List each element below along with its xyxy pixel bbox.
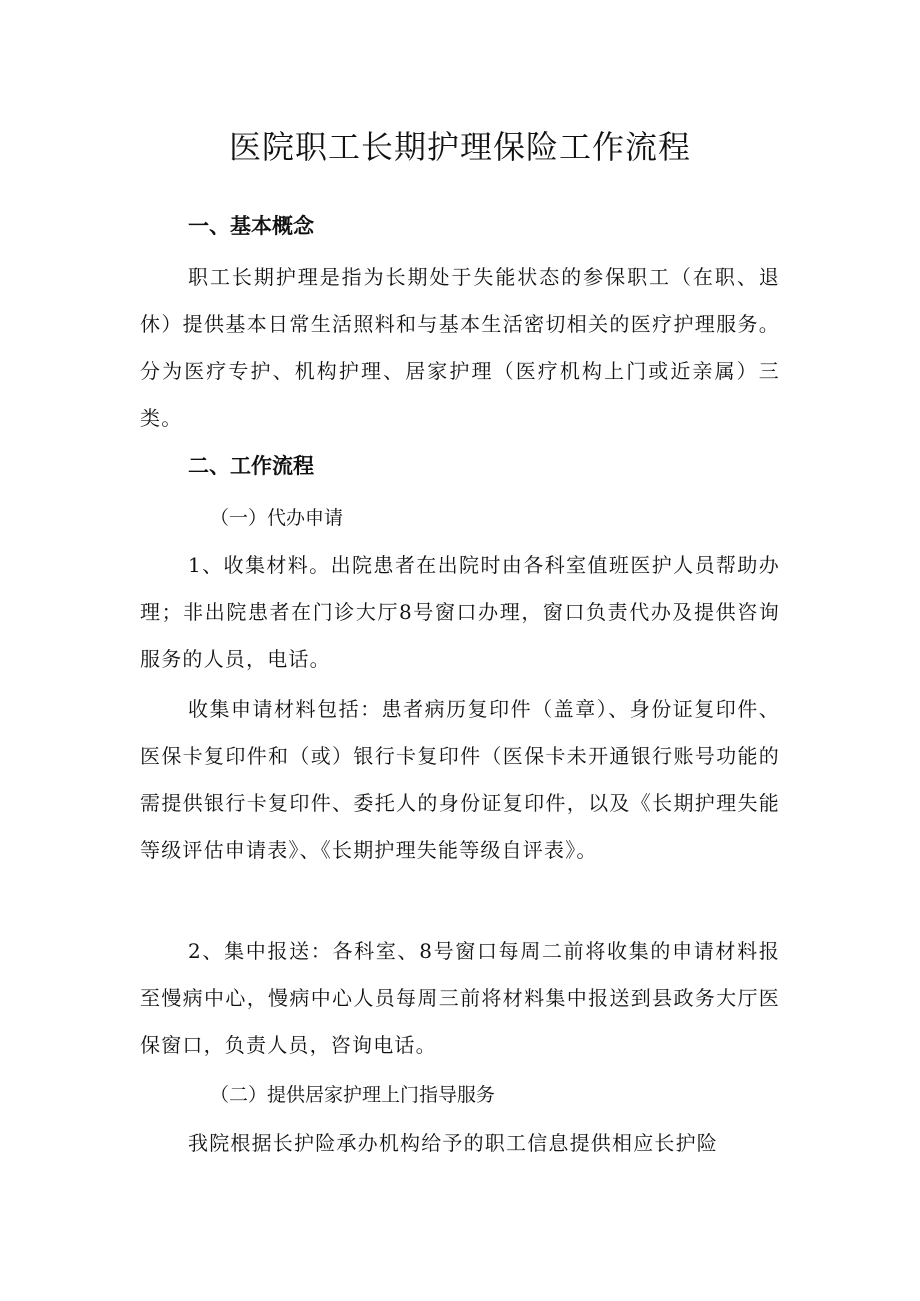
paragraph-basic-concepts: 职工长期护理是指为长期处于失能状态的参保职工（在职、退休）提供基本日常生活照料和与基本生活密切相关的医疗护理服务。分为医疗专护、机构护理、居家护理（医疗机构上门或近亲属）三类。 <box>140 265 780 430</box>
subsection-heading-agent-application: （一）代办申请 <box>210 507 344 529</box>
paragraph-application-materials: 收集申请材料包括：患者病历复印件（盖章）、身份证复印件、医保卡复印件和（或）银行卡复印件（医保卡未开通银行账号功能的需提供银行卡复印件、委托人的身份证复印件，以及《长期护理失能等级评估申请表》、《长期护理失能等级自评表》。 <box>140 697 780 862</box>
paragraph-home-care-service: 我院根据长护险承办机构给予的职工信息提供相应长护险 <box>188 1131 718 1155</box>
subsection-heading-home-care-service: （二）提供居家护理上门指导服务 <box>210 1084 496 1106</box>
paragraph-centralized-submission: 2、集中报送：各科室、8号窗口每周二前将收集的申请材料报至慢病中心，慢病中心人员每周三前将材料集中报送到县政务大厅医保窗口，负责人员，咨询电话。 <box>140 939 780 1057</box>
section-heading-workflow: 二、工作流程 <box>188 454 314 478</box>
section-heading-basic-concepts: 一、基本概念 <box>188 214 314 238</box>
document-title: 医院职工长期护理保险工作流程 <box>228 128 691 166</box>
paragraph-collect-materials: 1、收集材料。出院患者在出院时由各科室值班医护人员帮助办理；非出院患者在门诊大厅8号窗口办理，窗口负责代办及提供咨询服务的人员，电话。 <box>140 553 780 671</box>
